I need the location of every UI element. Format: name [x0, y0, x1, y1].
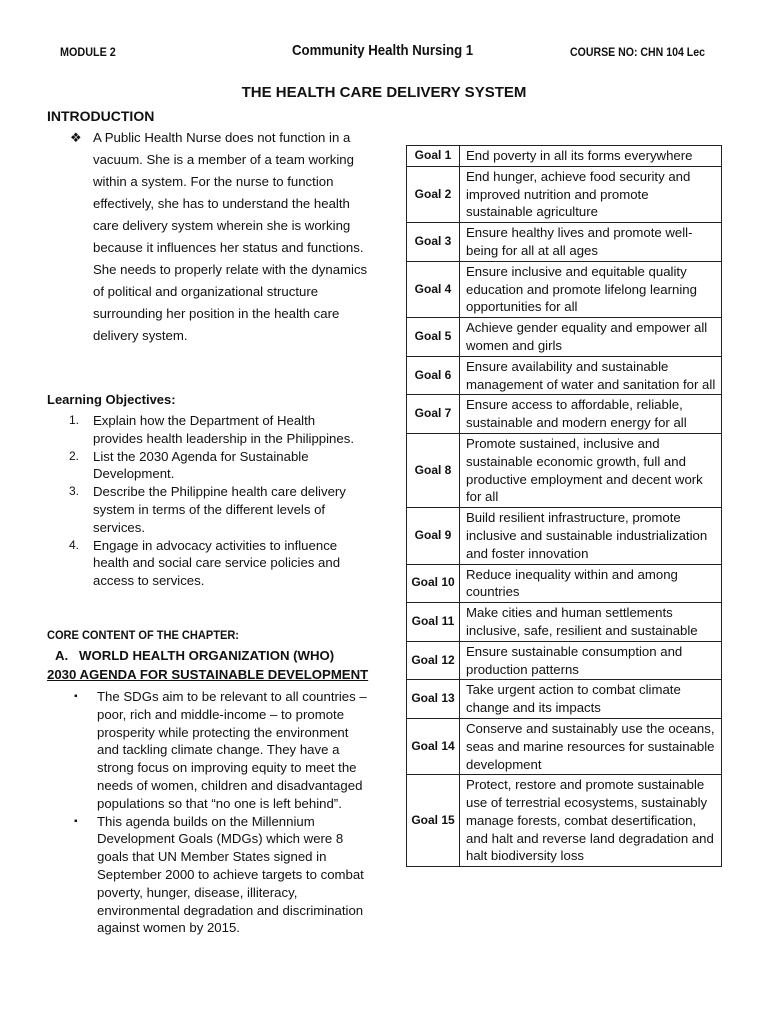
goal-description: Ensure healthy lives and promote well-being for all at all ages — [460, 223, 722, 262]
objective-item — [66, 483, 364, 536]
introduction-text: A Public Health Nurse does not function in a vacuum. She is a member of a team working within a system. For the nurse to function effectively, she has to understand the health care delivery system wherein she is working because it influences her status and functions. She needs to properly relate with the dynamics of political and organizational structure surrounding her position in the health care delivery system. — [93, 130, 368, 343]
goal-label: Goal 2 — [407, 166, 460, 222]
section-heading-who — [55, 648, 334, 663]
document-title: THE HEALTH CARE DELIVERY SYSTEM — [241, 84, 527, 101]
goal-label: Goal 1 — [407, 146, 460, 167]
goal-description: Ensure availability and sustainable management of water and sanitation for all — [460, 356, 722, 395]
goal-row — [407, 718, 722, 774]
goal-description: Promote sustained, inclusive and sustainable economic growth, full and productive employment and decent work for all — [460, 433, 722, 507]
goal-label: Goal 11 — [407, 603, 460, 642]
goal-description: Ensure sustainable consumption and production patterns — [460, 641, 722, 680]
goal-row — [407, 564, 722, 603]
goal-row — [407, 603, 722, 642]
sdg-bullet-item — [74, 813, 370, 938]
goal-row — [407, 356, 722, 395]
goal-label: Goal 6 — [407, 356, 460, 395]
module-label: MODULE 2 — [60, 45, 116, 59]
sdg-bullet-text: The SDGs aim to be relevant to all countries – poor, rich and middle-income – to promote prosperity while protecting the environment and tackling climate change. They have a strong focus on improving equity to meet the needs of women, children and disadvantaged populations so that “no one is left behind”. — [97, 689, 367, 811]
goal-label: Goal 13 — [407, 680, 460, 719]
goal-description: Take urgent action to combat climate change and its impacts — [460, 680, 722, 719]
goal-label: Goal 4 — [407, 261, 460, 317]
goal-label: Goal 14 — [407, 718, 460, 774]
goal-label: Goal 8 — [407, 433, 460, 507]
objective-text: Engage in advocacy activities to influence health and social care service policies and access to services. — [93, 537, 341, 589]
goal-row — [407, 223, 722, 262]
objective-item — [66, 448, 364, 484]
goal-label: Goal 9 — [407, 508, 460, 564]
goal-label: Goal 12 — [407, 641, 460, 680]
objective-text: Explain how the Department of Health provides health leadership in the Philippines. — [93, 413, 354, 446]
goal-description: Reduce inequality within and among countries — [460, 564, 722, 603]
course-title: Community Health Nursing 1 — [292, 42, 474, 59]
sdg-bullet-list — [74, 688, 370, 937]
goal-row — [407, 433, 722, 507]
goal-description: Build resilient infrastructure, promote inclusive and sustainable industrialization and foster innovation — [460, 508, 722, 564]
page-header — [0, 42, 768, 62]
goal-description: End hunger, achieve food security and improved nutrition and promote sustainable agriculture — [460, 166, 722, 222]
square-bullet-icon: ▪ — [74, 815, 78, 827]
goal-row — [407, 146, 722, 167]
course-number: COURSE NO: CHN 104 Lec — [570, 45, 705, 59]
objective-text: List the 2030 Agenda for Sustainable Development. — [93, 448, 309, 482]
objective-number: 2. — [69, 448, 80, 463]
goal-description: Conserve and sustainably use the oceans, seas and marine resources for sustainable development — [460, 718, 722, 774]
goal-description: Achieve gender equality and empower all women and girls — [460, 318, 722, 357]
section-subtitle: 2030 AGENDA FOR SUSTAINABLE DEVELOPMENT — [47, 667, 369, 682]
goal-label: Goal 7 — [407, 395, 460, 434]
objective-item — [66, 537, 364, 590]
goal-row — [407, 166, 722, 222]
goal-label: Goal 3 — [407, 223, 460, 262]
objective-number: 1. — [69, 413, 80, 427]
section-letter: A. — [55, 648, 69, 663]
section-title: WORLD HEALTH ORGANIZATION (WHO) — [79, 648, 335, 663]
core-content-heading: CORE CONTENT OF THE CHAPTER: — [47, 628, 239, 642]
goal-row — [407, 395, 722, 434]
goal-description: End poverty in all its forms everywhere — [460, 146, 722, 167]
diamond-bullet-icon: ❖ — [70, 130, 82, 145]
goal-row — [407, 775, 722, 867]
goal-description: Protect, restore and promote sustainable use of terrestrial ecosystems, sustainably manage forests, combat desertification, and halt and reverse land degradation and halt biodiversity loss — [460, 775, 722, 867]
introduction-heading: INTRODUCTION — [47, 108, 155, 124]
learning-objectives-list — [66, 412, 364, 590]
goal-description: Ensure access to affordable, reliable, sustainable and modern energy for all — [460, 395, 722, 434]
objective-number: 3. — [69, 484, 80, 499]
goal-label: Goal 5 — [407, 318, 460, 357]
goal-row — [407, 261, 722, 317]
sdg-bullet-text: This agenda builds on the Millennium Development Goals (MDGs) which were 8 goals that UN Member States signed in September 2000 to achieve targets to combat poverty, hunger, disease, illiteracy, environmental degradation and discrimination against women by 2015. — [97, 813, 364, 936]
goal-row — [407, 680, 722, 719]
sdg-bullet-item — [74, 688, 370, 813]
square-bullet-icon: ▪ — [74, 691, 78, 702]
goal-label: Goal 15 — [407, 775, 460, 867]
sdg-goals-table — [406, 145, 722, 867]
goal-row — [407, 318, 722, 357]
learning-objectives-heading: Learning Objectives: — [47, 392, 176, 407]
goal-description: Make cities and human settlements inclusive, safe, resilient and sustainable — [460, 603, 722, 642]
objective-number: 4. — [69, 537, 80, 552]
goal-row — [407, 641, 722, 680]
objective-text: Describe the Philippine health care delivery system in terms of the different levels of services. — [93, 484, 346, 535]
goal-row — [407, 508, 722, 564]
goal-description: Ensure inclusive and equitable quality education and promote lifelong learning opportunities for all — [460, 261, 722, 317]
objective-item — [66, 412, 364, 448]
introduction-paragraph — [70, 127, 370, 347]
goal-label: Goal 10 — [407, 564, 460, 603]
